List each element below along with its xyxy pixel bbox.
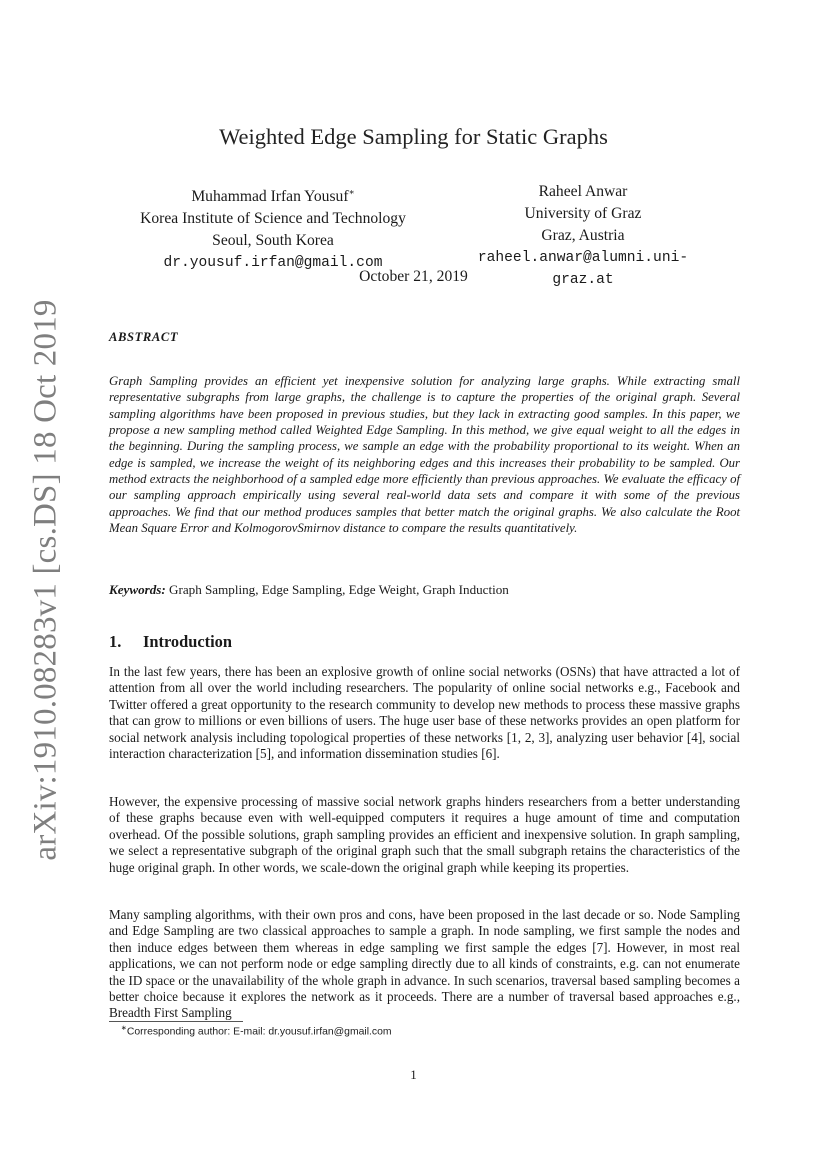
author-email[interactable]: raheel.anwar@alumni.uni-graz.at — [477, 250, 689, 288]
author-name: Muhammad Irfan Yousuf — [191, 188, 349, 206]
keywords-colon: : — [161, 582, 166, 597]
footnote-marker: ∗ — [121, 1025, 127, 1032]
arxiv-identifier[interactable]: arXiv:1910.08283v1 [cs.DS] 18 Oct 2019 — [27, 299, 64, 861]
footnote — [121, 1024, 392, 1037]
page-number: 1 — [410, 1067, 417, 1082]
author-affiliation: University of Graz — [524, 205, 642, 222]
keywords-list: Graph Sampling, Edge Sampling, Edge Weight, Graph Induction — [169, 582, 509, 597]
author-location: Seoul, South Korea — [212, 232, 334, 250]
author-location: Graz, Austria — [541, 227, 625, 244]
keywords-line — [109, 582, 740, 598]
author-name-line — [100, 181, 446, 208]
publication-date: October 21, 2019 — [359, 268, 468, 285]
author-email[interactable]: dr.yousuf.irfan@gmail.com — [163, 255, 383, 272]
author-name: Raheel Anwar — [538, 183, 628, 200]
section-number: 1. — [109, 632, 122, 651]
footnote-text: Corresponding author: E-mail: dr.yousuf.irfan@gmail.com — [126, 1026, 392, 1038]
author-block-1 — [100, 181, 446, 274]
section-title: Introduction — [143, 632, 232, 651]
author-affiliation: Korea Institute of Science and Technology — [140, 210, 406, 228]
body-paragraph: Many sampling algorithms, with their own pros and cons, have been proposed in the last decade or so. Node Sampling and Edge Sampling are two classical approaches to sample a graph. In node sampling, we first sample the nodes and then induce edges between them whereas in edge sampling we first sample the edges [7]. However, in most real applications, we can not perform node or edge sampling directly due to all kinds of constraints, e.g. can not enumerate the ID space or the unavailability of the whole graph in advance. In such scenarios, traversal based sampling becomes a better choice because it explores the network as it proceeds. There are a number of traversal based approaches e.g., Breadth First Sampling — [109, 907, 740, 1021]
footnote-marker[interactable]: ∗ — [348, 187, 355, 197]
keywords-label: Keywords — [109, 582, 162, 597]
abstract-text: Graph Sampling provides an efficient yet inexpensive solution for analyzing large graphs. While extracting small representative subgraphs from large graphs, the challenge is to capture the properties of the original graph. Several sampling algorithms have been proposed in previous studies, but they lack in extracting good samples. In this paper, we propose a new sampling method called Weighted Edge Sampling. In this method, we give equal weight to all the edges in the beginning. During the sampling process, we sample an edge with the probability proportional to its weight. When an edge is sampled, we increase the weight of its neighboring edges and this increases their probability to be sampled. Our method extracts the neighborhood of a sampled edge more efficiently than previous approaches. We evaluate the efficacy of our sampling approach empirically using several real-world data sets and compare it with some of the previous approaches. We find that our method produces samples that better match the original graphs. We also calculate the Root Mean Square Error and KolmogorovSmirnov distance to compare the results quantitatively. — [109, 374, 740, 536]
footnote-divider — [109, 1021, 243, 1022]
abstract-heading: ABSTRACT — [109, 330, 179, 344]
body-paragraph: However, the expensive processing of massive social network graphs hinders researchers from a better understanding of these graphs because even with well-equipped computers it requires a huge amount of time and computation overhead. Of the possible solutions, graph sampling provides an efficient and inexpensive solution. In graph sampling, we select a representative subgraph of the original graph such that the small subgraph retains the characteristics of the huge original graph. In other words, we scale-down the original graph while keeping its properties. — [109, 794, 740, 875]
paper-title: Weighted Edge Sampling for Static Graphs — [219, 124, 608, 149]
section-heading — [109, 632, 232, 652]
body-paragraph: In the last few years, there has been an explosive growth of online social networks (OSNs) that have attracted a lot of attention from all over the world including researchers. The popularity of online social networks e.g., Facebook and Twitter offered a great opportunity to the research community to develop new methods to process these massive graphs that can grow to millions or even billions of users. The huge user base of these networks provides an open platform for social network analysis including topological properties of these networks [1, 2, 3], analyzing user behavior [4], social interaction characterization [5], and information dissemination studies [6]. — [109, 664, 740, 762]
